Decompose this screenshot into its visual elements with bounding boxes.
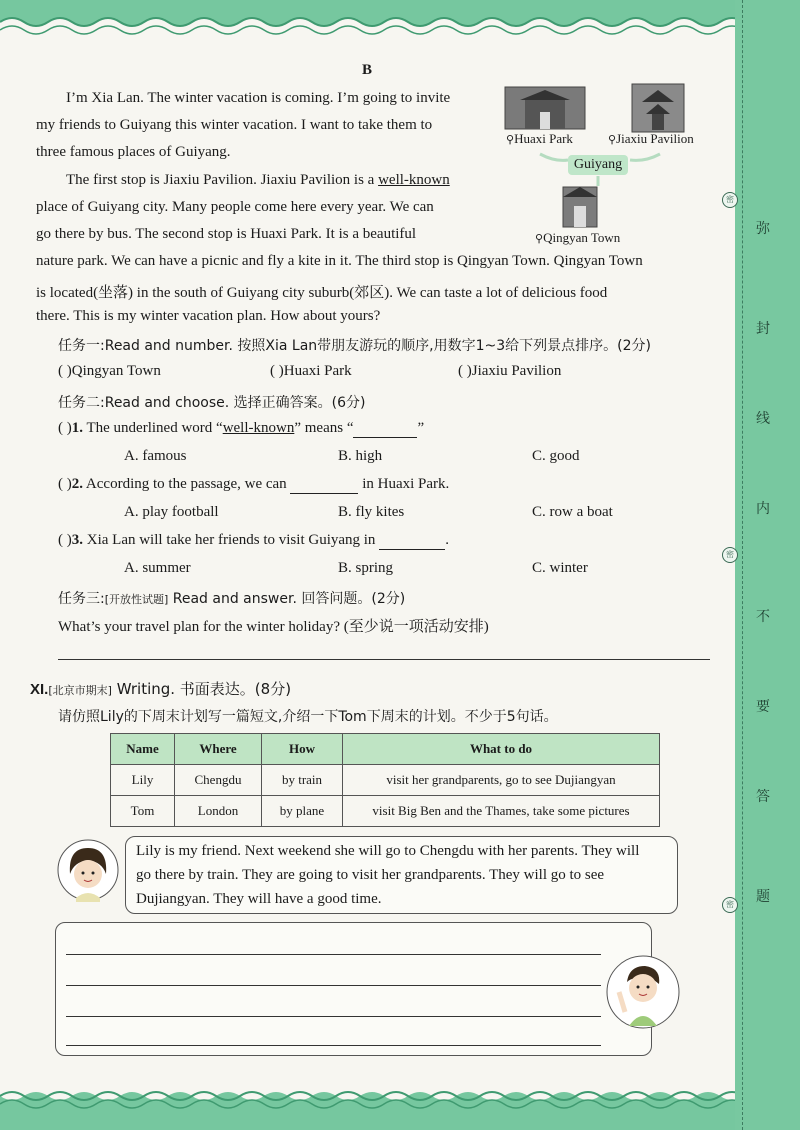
passage-line: go there by bus. The second stop is Huaxi Park. It is a beautiful: [36, 226, 417, 242]
task3-question: What’s your travel plan for the winter holiday? (至少说一项活动安排): [58, 619, 489, 635]
table-row: [111, 765, 660, 796]
seal-char: 内: [756, 501, 770, 517]
table-cell: Chengdu: [175, 765, 262, 796]
task2-title: 任务二:Read and choose. 选择正确答案。(6分): [58, 395, 366, 411]
sample-line: Lily is my friend. Next weekend she will go to Chengdu with her parents. They will: [136, 843, 640, 859]
seal-char: 弥: [756, 221, 770, 237]
map-label-huaxi: ⚲Huaxi Park: [506, 131, 573, 146]
table-header: Name: [111, 734, 175, 765]
writing-line[interactable]: [66, 1016, 601, 1017]
passage-line: nature park. We can have a picnic and fly a kite in it. The third stop is Qingyan Town. Qingyan Town: [36, 253, 643, 269]
passage-line: The first stop is Jiaxiu Pavilion. Jiaxiu Pavilion is a well-known: [66, 172, 450, 188]
table-cell: Lily: [111, 765, 175, 796]
table-cell: London: [175, 796, 262, 827]
option[interactable]: C. good: [532, 448, 580, 464]
task3-title: 任务三:[开放性试题] Read and answer. 回答问题。(2分): [58, 591, 406, 607]
writing-line[interactable]: [66, 954, 601, 955]
passage-line: there. This is my winter vacation plan. How about yours?: [36, 308, 381, 324]
writing-instruction: 请仿照Lily的下周末计划写一篇短文,介绍一下Tom下周末的计划。不少于5句话。: [58, 709, 558, 725]
sample-line: go there by train. They are going to visit her grandparents. They will go to see: [136, 867, 605, 883]
location-pin-icon: ⚲: [608, 133, 617, 146]
question-3: ( )3. Xia Lan will take her friends to visit Guiyang in .: [58, 532, 449, 548]
table-cell: Tom: [111, 796, 175, 827]
seal-char: 不: [756, 609, 770, 625]
task1-item[interactable]: ( )Qingyan Town: [58, 363, 161, 379]
table-cell: visit Big Ben and the Thames, take some pictures: [343, 796, 660, 827]
passage-line: place of Guiyang city. Many people come here every year. We can: [36, 199, 434, 215]
answer-blank[interactable]: [290, 476, 358, 494]
passage-line: I’m Xia Lan. The winter vacation is coming. I’m going to invite: [66, 90, 451, 106]
question-2: ( )2. According to the passage, we can in Huaxi Park.: [58, 476, 450, 492]
map-center-label: Guiyang: [568, 155, 628, 175]
location-pin-icon: ⚲: [535, 232, 544, 245]
option[interactable]: A. summer: [124, 560, 191, 576]
writing-line[interactable]: [66, 985, 601, 986]
option[interactable]: B. high: [338, 448, 383, 464]
option[interactable]: A. famous: [124, 448, 187, 464]
task1-item[interactable]: ( )Huaxi Park: [270, 363, 352, 379]
table-cell: by train: [262, 765, 343, 796]
table-cell: visit her grandparents, go to see Dujiangyan: [343, 765, 660, 796]
option[interactable]: B. spring: [338, 560, 394, 576]
binding-hole: 密: [722, 547, 738, 563]
question-1: ( )1. The underlined word “well-known” means “ ”: [58, 420, 425, 436]
location-pin-icon: ⚲: [506, 133, 515, 146]
answer-blank[interactable]: [353, 420, 417, 438]
table-row: [111, 796, 660, 827]
answer-line[interactable]: [58, 659, 710, 660]
option[interactable]: C. row a boat: [532, 504, 613, 520]
option[interactable]: C. winter: [532, 560, 588, 576]
passage-line: my friends to Guiyang this winter vacation. I want to take them to: [36, 117, 433, 133]
seal-line: [742, 0, 743, 1130]
passage-line: three famous places of Guiyang.: [36, 144, 231, 160]
answer-paren[interactable]: ( ): [58, 532, 72, 548]
table-header: How: [262, 734, 343, 765]
table-header-row: [111, 734, 660, 765]
table-header: What to do: [343, 734, 660, 765]
seal-char: 线: [756, 411, 770, 427]
seal-char: 封: [756, 321, 770, 337]
sample-line: Dujiangyan. They will have a good time.: [136, 891, 382, 907]
answer-paren[interactable]: ( ): [58, 476, 72, 492]
writing-heading: XI.[北京市期末] Writing. 书面表达。(8分): [30, 680, 292, 698]
answer-paren[interactable]: ( ): [58, 420, 72, 436]
section-label: B: [362, 62, 373, 78]
table-cell: by plane: [262, 796, 343, 827]
seal-char: 答: [756, 789, 770, 805]
underlined-word: well-known: [378, 172, 450, 188]
seal-char: 题: [756, 889, 770, 905]
binding-hole: 密: [722, 897, 738, 913]
option[interactable]: B. fly kites: [338, 504, 405, 520]
binding-hole: 密: [722, 192, 738, 208]
map-label-qingyan: ⚲Qingyan Town: [535, 230, 621, 245]
writing-box: [55, 922, 652, 1056]
binding-strip: [735, 0, 800, 1130]
answer-blank[interactable]: [379, 532, 445, 550]
top-wave-border: [0, 0, 735, 48]
map-label-jiaxiu: ⚲Jiaxiu Pavilion: [608, 131, 694, 146]
passage-line: is located(坐落) in the south of Guiyang city suburb(郊区). We can taste a lot of delicious food: [36, 285, 608, 301]
bottom-wave-border: [0, 1082, 735, 1130]
writing-line[interactable]: [66, 1045, 601, 1046]
option[interactable]: A. play football: [124, 504, 219, 520]
table-header: Where: [175, 734, 262, 765]
girl-avatar-icon: [56, 838, 126, 914]
task1-title: 任务一:Read and number. 按照Xia Lan带朋友游玩的顺序,用数字1~3给下列景点排序。(2分): [58, 338, 651, 354]
seal-char: 要: [756, 699, 770, 715]
boy-avatar-icon: [603, 952, 683, 1032]
task1-item[interactable]: ( )Jiaxiu Pavilion: [458, 363, 562, 379]
plan-table: [110, 733, 660, 827]
